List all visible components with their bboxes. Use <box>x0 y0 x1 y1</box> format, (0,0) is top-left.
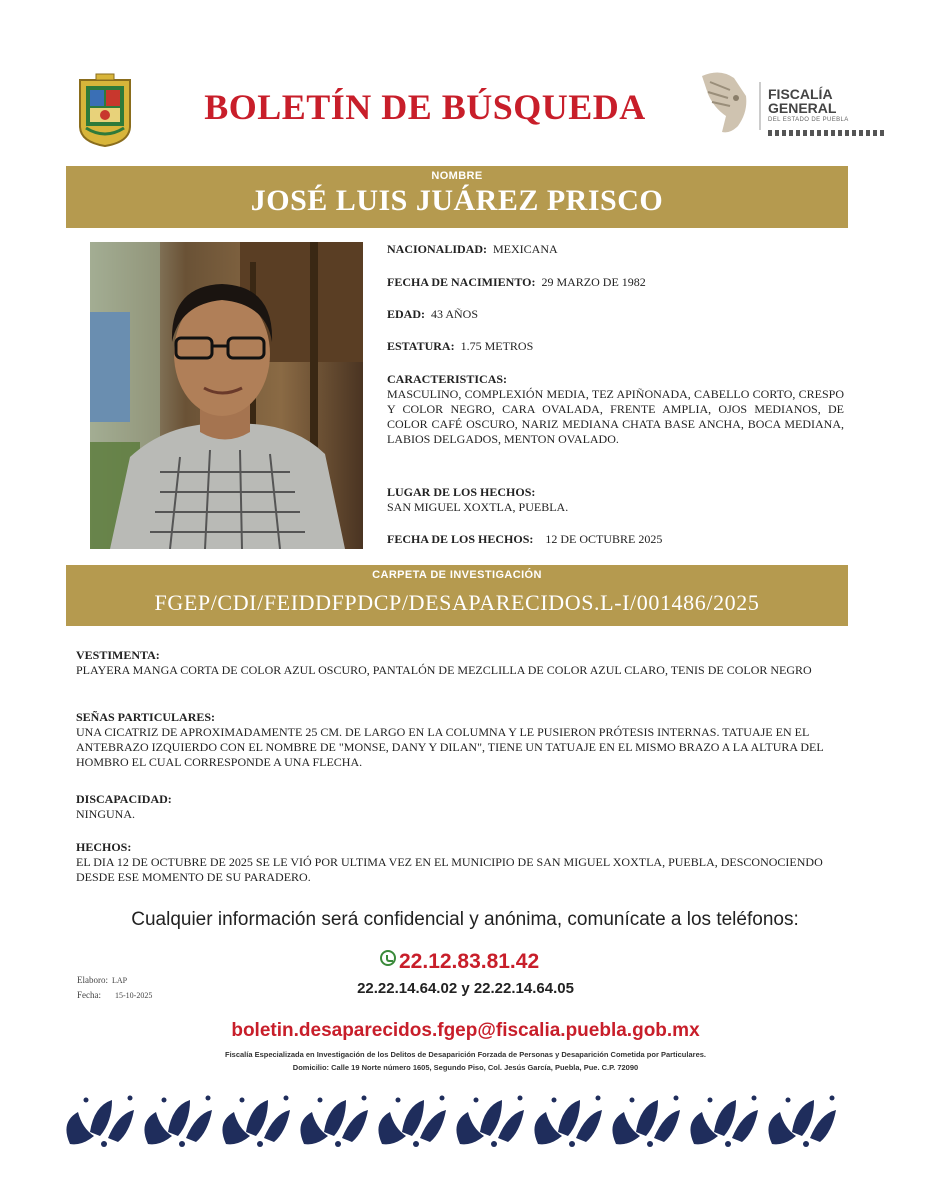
whatsapp-icon <box>380 950 396 966</box>
nationality-row <box>387 242 844 257</box>
phone-main[interactable] <box>380 950 539 974</box>
date-value: 15-10-2025 <box>115 991 153 1000</box>
agency-line1: FISCALÍA <box>768 86 833 102</box>
height-value: 1.75 METROS <box>460 339 534 353</box>
ornament-border <box>60 1092 872 1148</box>
clothing-section <box>76 648 846 678</box>
birthdate-value: 29 MARZO DE 1982 <box>541 275 646 289</box>
marks-value: UNA CICATRIZ DE APROXIMADAMENTE 25 CM. DE LARGO EN LA COLUMNA Y LE PUSIERON PRÓTESIS INTERNAS. TATUAJE EN EL ANTEBRAZO IZQUIERDO CON EL NOMBRE DE "MONSE, DANY Y DILAN", TIENE UN TATUAJE EN EL MISMO BRAZO A LA ALTURA DEL HOMBRO EL CUAL CORRESPONDE A UNA FLECHA. <box>76 725 824 769</box>
contact-email[interactable]: boletin.desaparecidos.fgep@fiscalia.puebla.gob.mx <box>231 1020 700 1041</box>
state-seal-icon <box>76 72 134 148</box>
agency-name <box>768 87 849 123</box>
elaboro-label: Elaboro: <box>77 975 108 985</box>
event-date-label: FECHA DE LOS HECHOS: <box>387 532 534 546</box>
elaboro-value: LAP <box>112 976 128 985</box>
place-section <box>387 485 844 515</box>
footer-line2: Domicilio: Calle 19 Norte número 1605, Segundo Piso, Col. Jesús García, Puebla, Pue. C.P. 72090 <box>292 1063 639 1072</box>
person-photo <box>90 242 363 549</box>
marks-section <box>76 710 846 770</box>
events-section <box>76 840 846 885</box>
height-label: ESTATURA: <box>387 339 455 353</box>
case-label: CARPETA DE INVESTIGACIÓN <box>372 569 542 581</box>
contact-message: Cualquier información será confidencial y anónima, comunícate a los teléfonos: <box>131 909 799 930</box>
name-band <box>66 166 848 228</box>
characteristics-value: MASCULINO, COMPLEXIÓN MEDIA, TEZ APIÑONADA, CABELLO CORTO, CRESPO Y COLOR NEGRO, CARA OVALADA, FRENTE AMPLIA, OJOS MEDIANOS, DE COLOR CAFÉ OSCURO, NARIZ MEDIANA CHATA BASE ANCHA, BOCA MEDIANA, LABIOS DELGADOS, MENTON OVALADO. <box>387 387 844 446</box>
age-value: 43 AÑOS <box>431 307 479 321</box>
date-row <box>77 990 152 1000</box>
page-title: BOLETÍN DE BÚSQUEDA <box>204 87 646 127</box>
event-date-row <box>387 532 844 547</box>
clothing-value: PLAYERA MANGA CORTA DE COLOR AZUL OSCURO, PANTALÓN DE MEZCLILLA DE COLOR AZUL CLARO, TENIS DE COLOR NEGRO <box>76 663 812 677</box>
birthdate-row <box>387 275 844 290</box>
agency-pattern <box>768 130 886 136</box>
case-band <box>66 565 848 626</box>
footer-line1: Fiscalía Especializada en Investigación de los Delitos de Desaparición Forzada de Personas y Desaparición Cometida por Particulares. <box>224 1050 706 1059</box>
characteristics-label: CARACTERISTICAS: <box>387 372 508 386</box>
person-name: JOSÉ LUIS JUÁREZ PRISCO <box>250 184 664 217</box>
phone-main-number: 22.12.83.81.42 <box>399 950 540 973</box>
clothing-label: VESTIMENTA: <box>76 648 160 662</box>
date-label: Fecha: <box>77 990 101 1000</box>
agency-line3: DEL ESTADO DE PUEBLA <box>768 117 849 123</box>
disability-label: DISCAPACIDAD: <box>76 792 172 806</box>
place-label: LUGAR DE LOS HECHOS: <box>387 485 536 499</box>
agency-line2: GENERAL <box>768 100 837 116</box>
marks-label: SEÑAS PARTICULARES: <box>76 710 216 724</box>
events-label: HECHOS: <box>76 840 132 854</box>
phones-alt[interactable]: 22.22.14.64.02 y 22.22.14.64.05 <box>357 980 574 997</box>
disability-value: NINGUNA. <box>76 807 135 821</box>
age-label: EDAD: <box>387 307 425 321</box>
characteristics-section <box>387 372 844 447</box>
name-label: NOMBRE <box>431 170 483 182</box>
events-value: EL DIA 12 DE OCTUBRE DE 2025 SE LE VIÓ POR ULTIMA VEZ EN EL MUNICIPIO DE SAN MIGUEL XOXTLA, PUEBLA, DESCONOCIENDO DESDE ESE MOMENTO DE SU PARADERO. <box>76 855 823 884</box>
event-date-value: 12 DE OCTUBRE 2025 <box>545 532 663 546</box>
birthdate-label: FECHA DE NACIMIENTO: <box>387 275 536 289</box>
height-row <box>387 339 844 354</box>
place-value: SAN MIGUEL XOXTLA, PUEBLA. <box>387 500 569 514</box>
elaboro-row <box>77 975 127 985</box>
nationality-value: MEXICANA <box>493 242 558 256</box>
age-row <box>387 307 844 322</box>
nationality-label: NACIONALIDAD: <box>387 242 488 256</box>
case-number: FGEP/CDI/FEIDDFPDCP/DESAPARECIDOS.L-I/001486/2025 <box>154 590 760 615</box>
disability-section <box>76 792 846 822</box>
